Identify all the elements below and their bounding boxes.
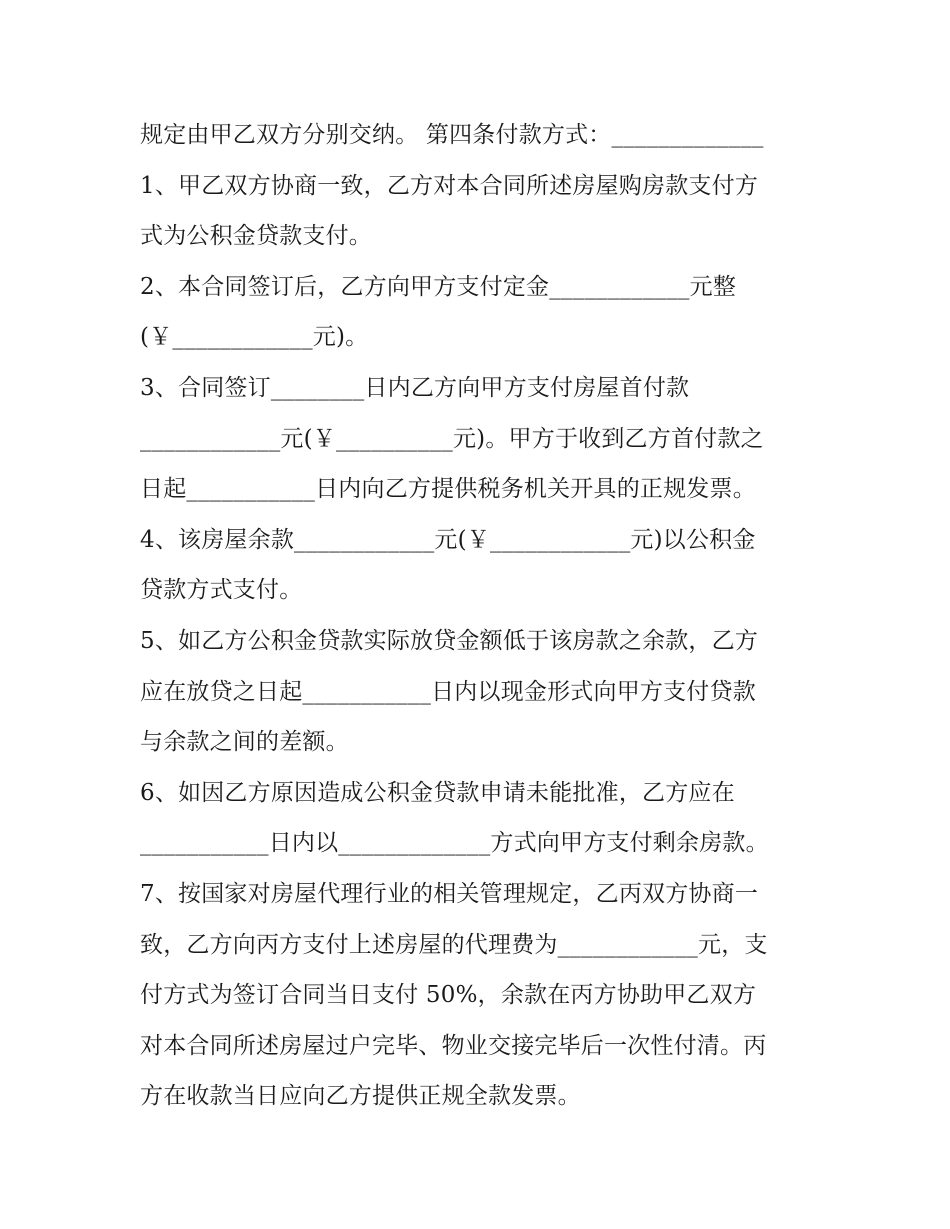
text-line: 1、甲乙双方协商一致，乙方对本合同所述房屋购房款支付方 (140, 172, 759, 199)
text-line: 日起___________日内向乙方提供税务机关开具的正规发票。 (140, 476, 756, 503)
text-line: 2、本合同签订后，乙方向甲方支付定金____________元整 (140, 273, 737, 300)
text-line: 4、该房屋余款____________元(￥____________元)以公积金 (140, 526, 756, 553)
text-line: 与余款之间的差额。 (140, 729, 349, 756)
text-line: 式为公积金贷款支付。 (140, 223, 372, 250)
text-line: 7、按国家对房屋代理行业的相关管理规定，乙丙双方协商一 (140, 880, 759, 907)
text-line: 规定由甲乙双方分别交纳。 第四条付款方式：_____________ (140, 122, 764, 148)
text-line: 致，乙方向丙方支付上述房屋的代理费为____________元，支 (140, 931, 768, 958)
text-line: 应在放贷之日起___________日内以现金形式向甲方支付贷款 (140, 678, 756, 705)
text-line: 贷款方式支付。 (140, 577, 303, 604)
text-line: 付方式为签订合同当日支付 50%，余款在丙方协助甲乙双方 (140, 982, 757, 1009)
text-line: 3、合同签订________日内乙方向甲方支付房屋首付款 (140, 374, 690, 401)
text-line: 6、如因乙方原因造成公积金贷款申请未能批准，乙方应在 (140, 779, 735, 806)
text-line: 对本合同所述房屋过户完毕、物业交接完毕后一次性付清。丙 (140, 1032, 767, 1059)
text-line: ____________元(￥__________元)。甲方于收到乙方首付款之 (140, 425, 764, 452)
text-line: ___________日内以_____________方式向甲方支付剩余房款。 (140, 830, 769, 857)
text-line: 方在收款当日应向乙方提供正规全款发票。 (140, 1083, 581, 1110)
document-body (140, 110, 820, 1122)
text-line: (￥____________元)。 (140, 324, 369, 351)
text-line: 5、如乙方公积金贷款实际放贷金额低于该房款之余款，乙方 (140, 627, 759, 654)
